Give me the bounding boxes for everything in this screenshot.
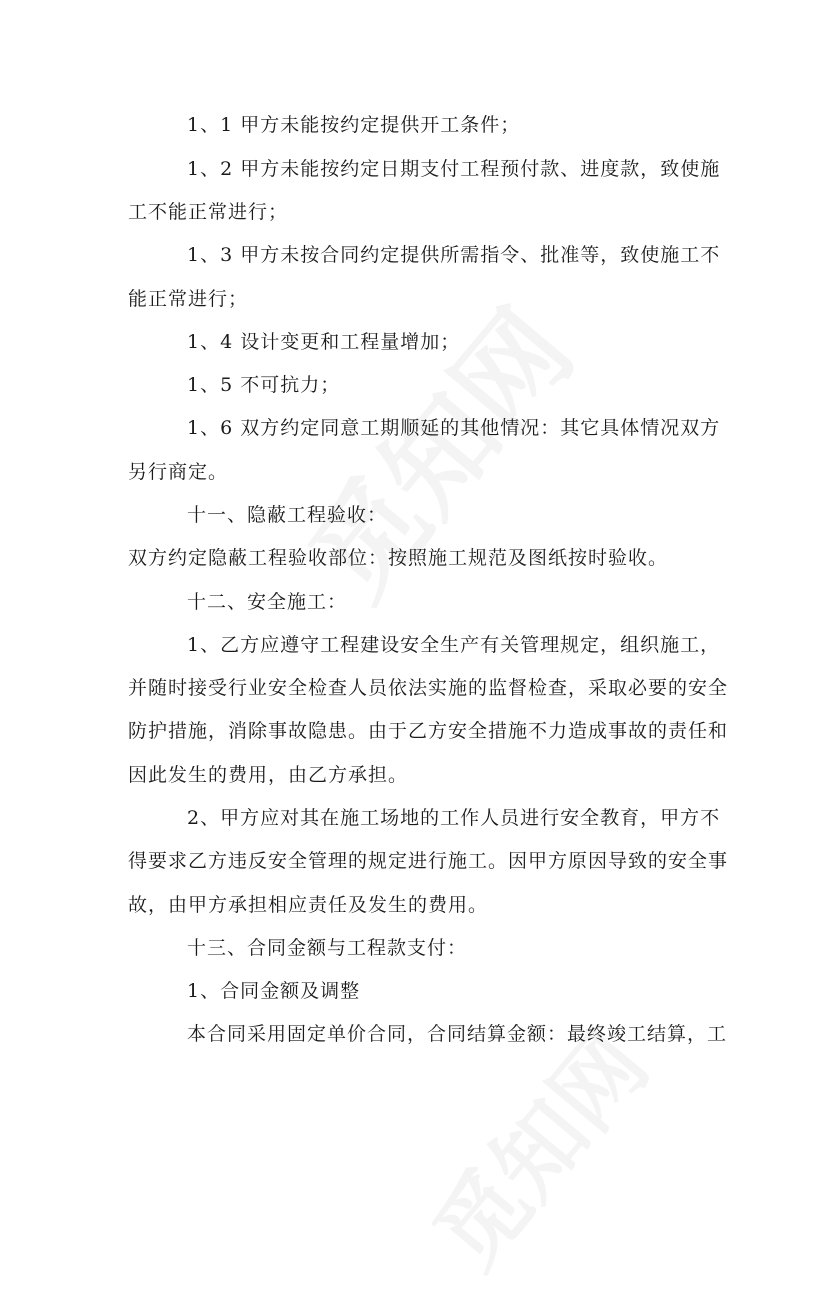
watermark <box>268 272 601 626</box>
safety-clause-2: 2、甲方应对其在施工场地的工作人员进行安全教育，甲方不 <box>187 807 721 829</box>
clause-1-6-cont: 另行商定。 <box>128 461 229 483</box>
contract-amount-text: 本合同采用固定单价合同，合同结算金额：最终竣工结算，工 <box>187 1023 728 1045</box>
safety-clause-1-cont: 因此发生的费用，由乙方承担。 <box>128 764 409 786</box>
clause-1-1: 1、1 甲方未能按约定提供开工条件； <box>187 114 521 136</box>
safety-clause-2-cont: 故，由甲方承担相应责任及发生的费用。 <box>128 894 489 916</box>
section-11-text: 双方约定隐蔽工程验收部位：按照施工规范及图纸按时验收。 <box>128 547 669 569</box>
clause-1-5: 1、5 不可抗力； <box>187 374 341 396</box>
safety-clause-1-cont: 防护措施，消除事故隐患。由于乙方安全措施不力造成事故的责任和 <box>128 720 729 742</box>
clause-1-2: 1、2 甲方未能按约定日期支付工程预付款、进度款，致使施 <box>187 158 721 180</box>
safety-clause-1-cont: 并随时接受行业安全检查人员依法实施的监督检查，采取必要的安全 <box>128 677 729 699</box>
clause-1-4: 1、4 设计变更和工程量增加； <box>187 331 461 353</box>
clause-1-2-cont: 工不能正常进行； <box>128 201 289 223</box>
section-11-heading: 十一、隐蔽工程验收： <box>187 504 388 526</box>
safety-clause-1: 1、乙方应遵守工程建设安全生产有关管理规定，组织施工， <box>187 634 721 656</box>
safety-clause-2-cont: 得要求乙方违反安全管理的规定进行施工。因甲方原因导致的安全事 <box>128 850 729 872</box>
clause-1-6: 1、6 双方约定同意工期顺延的其他情况：其它具体情况双方 <box>187 417 721 439</box>
section-13-heading: 十三、合同金额与工程款支付： <box>187 937 468 959</box>
section-12-heading: 十二、安全施工： <box>187 591 348 613</box>
clause-1-3: 1、3 甲方未按合同约定提供所需指令、批准等，致使施工不 <box>187 244 721 266</box>
clause-1-3-cont: 能正常进行； <box>128 288 249 310</box>
contract-amount-heading: 1、合同金额及调整 <box>187 980 361 1002</box>
